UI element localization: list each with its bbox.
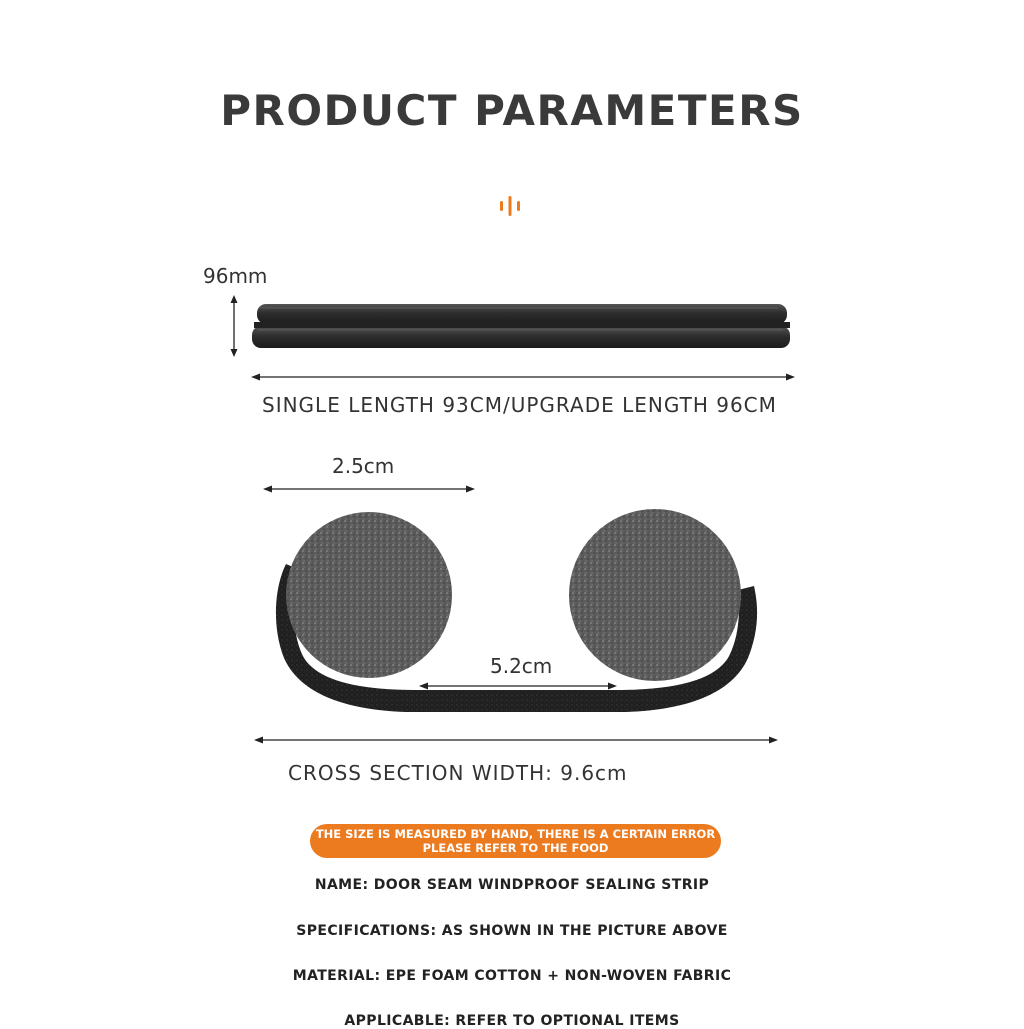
width-caption: CROSS SECTION WIDTH: 9.6cm: [288, 761, 628, 785]
tube-diameter-arrow: [262, 482, 476, 496]
gap-label: 5.2cm: [490, 654, 553, 678]
height-label: 96mm: [203, 264, 268, 288]
notice-line-1: THE SIZE IS MEASURED BY HAND, THERE IS A CERTAIN ERROR: [315, 827, 716, 841]
equalizer-divider-icon: [498, 196, 522, 216]
spec-specifications: SPECIFICATIONS: AS SHOWN IN THE PICTURE ABOVE: [296, 923, 728, 939]
spec-applicable: APPLICABLE: REFER TO OPTIONAL ITEMS: [344, 1013, 680, 1029]
height-arrow: [224, 294, 244, 358]
gap-arrow: [418, 679, 618, 693]
spec-name: NAME: DOOR SEAM WINDPROOF SEALING STRIP: [314, 877, 710, 893]
page-title: PRODUCT PARAMETERS: [220, 86, 804, 135]
tube-diameter-label: 2.5cm: [332, 454, 395, 478]
length-caption: SINGLE LENGTH 93CM/UPGRADE LENGTH 96CM: [262, 393, 777, 417]
length-arrow: [250, 370, 796, 384]
notice-line-2: PLEASE REFER TO THE FOOD: [422, 841, 609, 855]
measurement-notice-banner: [310, 824, 721, 858]
width-arrow: [253, 733, 779, 747]
sealing-strip-image: [248, 298, 796, 356]
spec-material: MATERIAL: EPE FOAM COTTON + NON-WOVEN FABRIC: [292, 968, 732, 984]
